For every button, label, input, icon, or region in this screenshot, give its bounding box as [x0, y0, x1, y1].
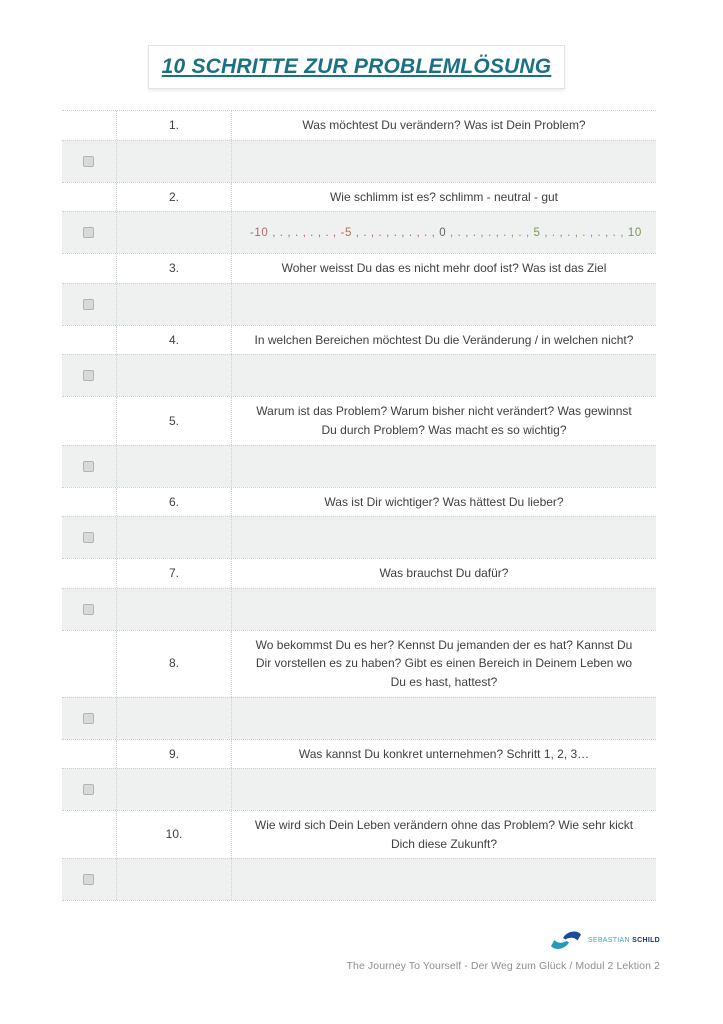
step-question: Wie wird sich Dein Leben verändern ohne das Problem? Wie sehr kickt Dich diese Zukunft? [254, 818, 634, 851]
answer-area[interactable] [232, 859, 656, 900]
answer-checkbox[interactable] [83, 299, 94, 310]
step-row-1 [62, 110, 656, 140]
rating-scale [250, 227, 642, 239]
answer-area[interactable] [232, 517, 656, 558]
answer-area[interactable] [232, 284, 656, 325]
answer-checkbox[interactable] [83, 604, 94, 615]
step-question: Was möchtest Du verändern? Was ist Dein Problem? [302, 118, 586, 132]
step-number: 10. [165, 827, 183, 842]
page-title: 10 SCHRITTE ZUR PROBLEMLÖSUNG [161, 55, 552, 78]
step-number: 4. [168, 332, 179, 347]
brand-name [588, 937, 660, 944]
answer-checkbox[interactable] [83, 784, 94, 795]
step-number: 6. [168, 494, 179, 509]
title-box [148, 45, 565, 89]
step-question: Was brauchst Du dafür? [379, 566, 509, 581]
steps-table [62, 110, 656, 901]
swirl-logo-icon [548, 928, 584, 953]
answer-checkbox[interactable] [83, 874, 94, 885]
step-question: Woher weisst Du das es nicht mehr doof ist? Was ist das Ziel [281, 261, 607, 276]
answer-area[interactable] [232, 446, 656, 487]
step-row-5 [62, 396, 656, 444]
brand-logo [548, 928, 660, 953]
answer-row-6 [62, 516, 656, 558]
step-number: 1. [168, 118, 179, 132]
answer-checkbox[interactable] [83, 532, 94, 543]
step-row-3 [62, 253, 656, 283]
answer-row-3 [62, 283, 656, 325]
step-question: Wie schlimm ist es? schlimm - neutral - gut [329, 189, 559, 204]
scale-zero-segment: 0 [439, 226, 447, 239]
step-number: 9. [168, 746, 179, 761]
step-number: 8. [168, 656, 179, 671]
footer [62, 928, 660, 972]
answer-row-9 [62, 768, 656, 810]
step-row-7 [62, 558, 656, 588]
step-question: Wo bekommst Du es her? Kennst Du jemanden der es hat? Kannst Du Dir vorstellen es zu haben? Gibt es einen Bereich in Deinem Leben wo Du es hast, hattest? [255, 637, 633, 689]
answer-row-5 [62, 445, 656, 487]
answer-row-1 [62, 140, 656, 182]
step-question: Was kannst Du konkret unternehmen? Schritt 1, 2, 3… [298, 746, 590, 761]
step-row-8 [62, 630, 656, 697]
step-question: In welchen Bereichen möchtest Du die Veränderung / in welchen nicht? [254, 332, 634, 347]
step-row-10 [62, 810, 656, 858]
step-row-6 [62, 487, 656, 517]
step-number: 7. [168, 566, 179, 581]
answer-area[interactable] [232, 589, 656, 630]
step-number: 3. [168, 261, 179, 276]
step-number: 5. [168, 413, 179, 428]
answer-area[interactable] [232, 141, 656, 182]
scale-positive-segment: , . , . , . , . , . , 5 , . , . , . , . , . , 10 [446, 226, 642, 239]
answer-row-2 [62, 211, 656, 253]
answer-checkbox[interactable] [83, 713, 94, 724]
brand-first-name: SEBASTIAN [587, 937, 630, 944]
answer-area[interactable] [232, 698, 656, 739]
answer-area[interactable] [232, 769, 656, 810]
answer-checkbox[interactable] [83, 227, 94, 238]
brand-last-name: SCHILD [632, 937, 660, 944]
answer-row-10 [62, 858, 656, 900]
step-question: Warum ist das Problem? Warum bisher nicht verändert? Was gewinnst Du durch Problem? Was macht es so wichtig? [256, 404, 632, 437]
answer-row-4 [62, 354, 656, 396]
step-row-9 [62, 739, 656, 769]
scale-negative-segment: -10 , . , . , . , . , -5 , . , . , . , . , . , [250, 226, 440, 239]
answer-area[interactable] [232, 355, 656, 396]
step-row-2 [62, 182, 656, 212]
step-number: 2. [168, 189, 179, 204]
step-question: Was ist Dir wichtiger? Was hättest Du lieber? [324, 494, 564, 509]
step-row-4 [62, 325, 656, 355]
answer-checkbox[interactable] [83, 461, 94, 472]
answer-row-7 [62, 588, 656, 630]
answer-row-8 [62, 697, 656, 739]
answer-checkbox[interactable] [83, 370, 94, 381]
footer-text: The Journey To Yourself - Der Weg zum Glück / Modul 2 Lektion 2 [346, 960, 660, 972]
answer-checkbox[interactable] [83, 156, 94, 167]
